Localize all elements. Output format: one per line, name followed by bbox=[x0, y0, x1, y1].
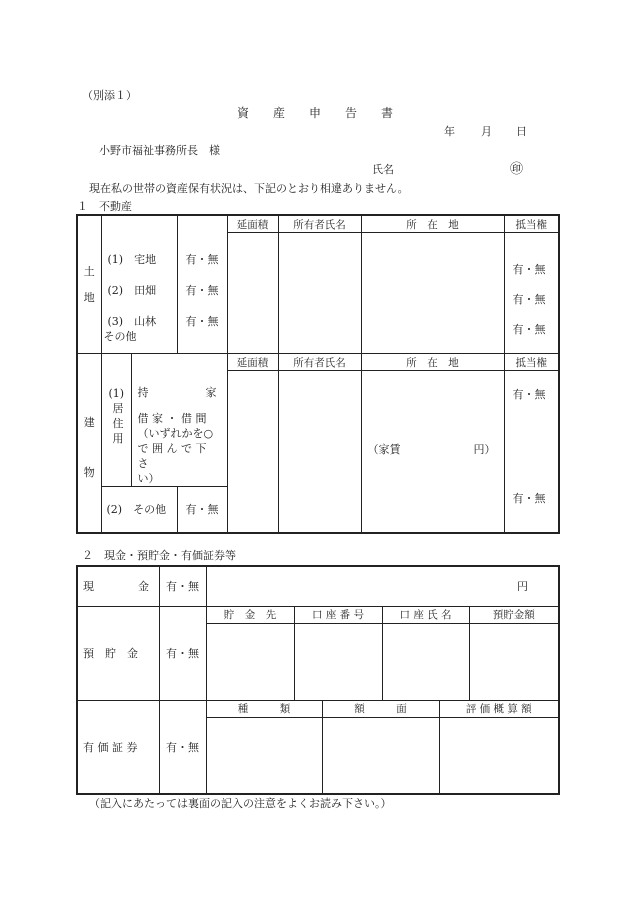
own-house-right[interactable]: 家 bbox=[205, 386, 217, 399]
land-items-cell bbox=[101, 215, 177, 354]
building-label-bottom: 物 bbox=[83, 465, 95, 479]
col-owner-header: 所有者氏名 bbox=[278, 354, 361, 371]
building-mortgage-cell bbox=[504, 371, 559, 533]
securities-col-face-value: 額 面 bbox=[322, 700, 439, 717]
col-area-header: 延面積 bbox=[227, 354, 278, 371]
securities-type-input[interactable] bbox=[206, 717, 322, 794]
section1-heading: １ 不動産 bbox=[77, 200, 132, 213]
land-item-num: (2) bbox=[107, 284, 124, 297]
document-title: 資 産 申 告 書 bbox=[237, 106, 394, 120]
statement: 現在私の世帯の資産保有状況は、下記のとおり相違ありません。 bbox=[89, 182, 409, 195]
residential-char: 住 bbox=[112, 417, 124, 430]
col-mortgage-header: 抵当権 bbox=[504, 354, 559, 371]
other-building-num: (2) bbox=[106, 503, 123, 517]
land-owner-input[interactable] bbox=[278, 233, 361, 354]
securities-status[interactable]: 有・無 bbox=[159, 700, 206, 794]
securities-face-value-input[interactable] bbox=[322, 717, 439, 794]
other-building-mortgage[interactable]: 有・無 bbox=[512, 492, 546, 505]
col-location-header: 所 在 地 bbox=[361, 354, 504, 371]
savings-label: 預 貯 金 bbox=[77, 606, 159, 700]
col-owner-header: 所有者氏名 bbox=[278, 215, 361, 233]
date-month-label: 月 bbox=[481, 125, 492, 138]
land-mortgage[interactable]: 有・無 bbox=[512, 263, 546, 276]
date-day-label: 日 bbox=[516, 125, 527, 138]
residential-num: (1) bbox=[108, 387, 125, 400]
other-building-cell bbox=[101, 487, 177, 533]
cash-label: 現 金 bbox=[77, 566, 159, 606]
savings-account-name-input[interactable] bbox=[382, 623, 469, 700]
residential-label-cell bbox=[101, 354, 131, 487]
rent-yen: 円） bbox=[473, 443, 496, 456]
securities-col-estimated-value: 評 価 概 算 額 bbox=[439, 700, 559, 717]
land-status[interactable]: 有・無 bbox=[185, 284, 219, 297]
land-other-label: その他 bbox=[103, 330, 137, 343]
other-building-status[interactable]: 有・無 bbox=[177, 487, 227, 533]
securities-estimated-value-input[interactable] bbox=[439, 717, 559, 794]
residential-char: 居 bbox=[112, 402, 124, 415]
residential-char: 用 bbox=[112, 432, 124, 445]
land-item-name: 田畑 bbox=[134, 284, 157, 297]
date-year-label: 年 bbox=[444, 125, 455, 138]
residential-mortgage[interactable]: 有・無 bbox=[512, 388, 546, 401]
land-item-num: (3) bbox=[107, 315, 124, 328]
rental-option[interactable]: 借 家 ・ 借 間 bbox=[137, 412, 207, 425]
land-mortgage[interactable]: 有・無 bbox=[512, 293, 546, 306]
land-item-name: 山林 bbox=[134, 315, 157, 328]
land-label-top: 土 bbox=[83, 264, 95, 278]
savings-status[interactable]: 有・無 bbox=[159, 606, 206, 700]
circle-note-1: （いずれかを○ bbox=[137, 427, 214, 440]
savings-col-account-number: 口 座 番 号 bbox=[294, 606, 382, 623]
building-label-top: 建 bbox=[83, 415, 95, 429]
cash-yen: 円 bbox=[517, 580, 529, 594]
financial-assets-table bbox=[76, 565, 560, 795]
land-item-num: (1) bbox=[107, 253, 124, 266]
land-status[interactable]: 有・無 bbox=[185, 253, 219, 266]
securities-label: 有 価 証 券 bbox=[77, 700, 159, 794]
land-area-input[interactable] bbox=[227, 233, 278, 354]
land-status[interactable]: 有・無 bbox=[185, 315, 219, 328]
building-label bbox=[77, 354, 101, 533]
col-area-header: 延面積 bbox=[227, 215, 278, 233]
land-mortgage-cell bbox=[504, 233, 559, 354]
section2-heading: ２ 現金・預貯金・有価証券等 bbox=[82, 549, 236, 562]
seal-icon: ㊞ bbox=[510, 162, 524, 177]
real-estate-table bbox=[76, 214, 560, 534]
savings-col-bank: 貯 金 先 bbox=[206, 606, 294, 623]
land-label-bottom: 地 bbox=[83, 290, 95, 304]
savings-account-number-input[interactable] bbox=[294, 623, 382, 700]
building-area-input[interactable] bbox=[227, 371, 278, 533]
circle-note-3: い） bbox=[137, 472, 160, 485]
land-item-name: 宅地 bbox=[134, 253, 157, 266]
circle-note-2: で 囲 ん で 下 さ bbox=[137, 442, 207, 470]
rent-label: （家賃 bbox=[367, 443, 401, 456]
land-label bbox=[77, 215, 101, 354]
savings-bank-input[interactable] bbox=[206, 623, 294, 700]
name-label: 氏名 bbox=[372, 163, 394, 176]
securities-col-type: 種 類 bbox=[206, 700, 322, 717]
savings-amount-input[interactable] bbox=[469, 623, 559, 700]
attachment-label: （別添１） bbox=[82, 89, 137, 102]
footer-note: （記入にあたっては裏面の記入の注意をよくお読み下さい。） bbox=[89, 797, 392, 810]
land-location-input[interactable] bbox=[361, 233, 504, 354]
addressee: 小野市福祉事務所長 様 bbox=[99, 144, 220, 157]
savings-col-account-name: 口 座 氏 名 bbox=[382, 606, 469, 623]
other-building-label: その他 bbox=[133, 503, 167, 517]
building-owner-input[interactable] bbox=[278, 371, 361, 533]
savings-col-amount: 預貯金額 bbox=[469, 606, 559, 623]
cash-amount-input[interactable] bbox=[206, 566, 559, 606]
residential-options-cell bbox=[131, 354, 227, 487]
land-mortgage[interactable]: 有・無 bbox=[512, 323, 546, 336]
col-mortgage-header: 抵当権 bbox=[504, 215, 559, 233]
land-status-cell bbox=[177, 215, 227, 354]
cash-status[interactable]: 有・無 bbox=[159, 566, 206, 606]
col-location-header: 所 在 地 bbox=[361, 215, 504, 233]
own-house-left[interactable]: 持 bbox=[137, 386, 149, 399]
building-location-input[interactable] bbox=[361, 371, 504, 533]
